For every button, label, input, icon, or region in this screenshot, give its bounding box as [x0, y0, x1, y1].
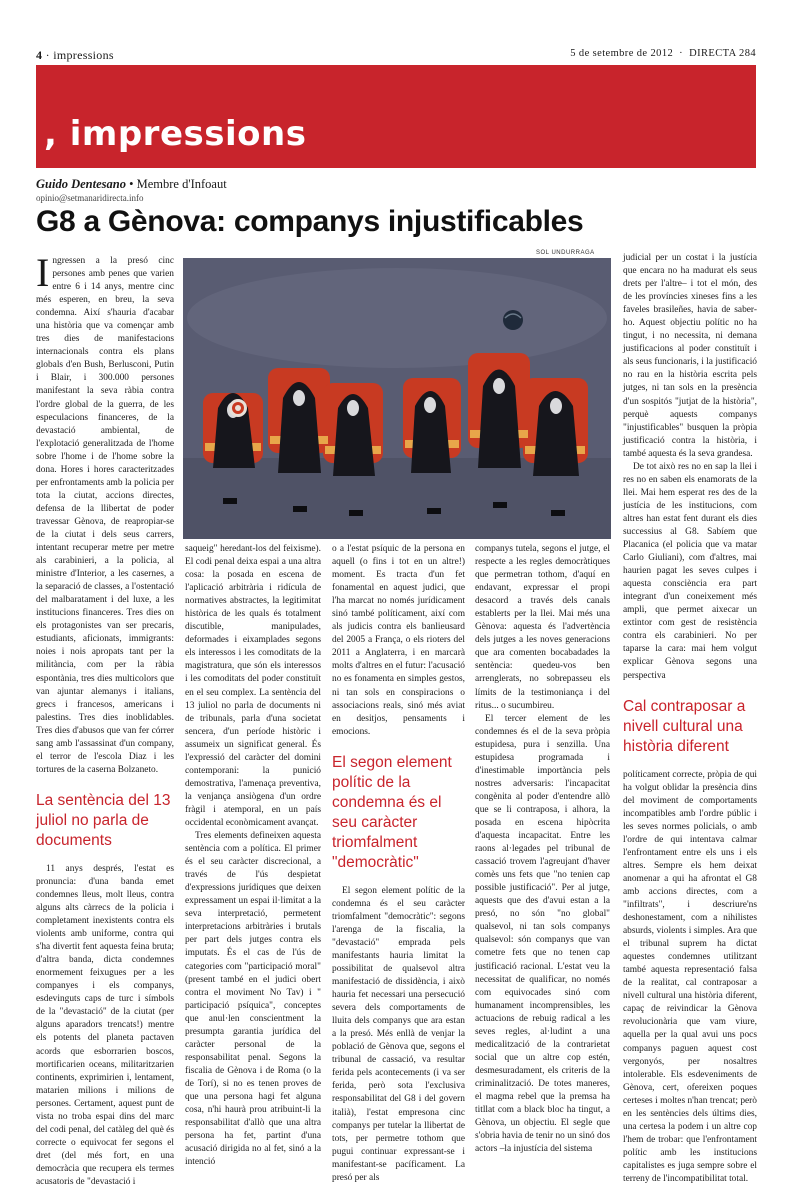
col1-paragraph-2: 11 anys després, l'estat es pronuncia: d'una banda emet condemnes lleus, molt lleus, contra alguns alts càrrecs de la policia i completament inexistents contra els violents amb uniforme, contra qui s'ha divertit fent aquesta feina bruta; d'altra banda, dicta condemnes enormement feixugues per a les companyes i els companys, esdevinguts caps de turc i símbols de la "devastació" de la ciutat (per alguns aparadors trencats!) mentre els potents del planeta pactaven acords que esborrarien boscos, mortificarien oceans, militaritzarien continents, exprimirien i, lentament, matarien milions i milions de persones. Certament, aquest punt de vista no troba espai dins del marc del codi penal, del catàleg del què és correcte o equivocat fer segons el dret (del més fort, en una democràcia que recupera els termes acusatoris de "devastació i	[36, 863, 174, 1187]
article-illustration	[183, 258, 611, 539]
header-separator: ·	[45, 48, 50, 62]
article-column-2	[185, 543, 321, 1169]
author-role: Membre d'Infoaut	[136, 177, 227, 191]
col5-paragraph-3: políticament correcte, pròpia de qui ha volgut oblidar la presència dins del moviment de comportaments incompatibles amb l'ordre públic i les seves normes policials, o amb l'ordre de qui intentava calmar l'enfrontament entre els uns i els altres. Sempre els hem deixat anomenar a qui ha afrontat el G8 amb accions directes, com a "infiltrats", i descriure'ns deshonestament, com a nihilistes absurds, violents i simples. Ara que el tribunal suprem ha dictat aquestes condemnes utilitzant també aquesta representació falsa de la realitat, cal contraposar a nivell cultural una història diferent, capaç de reivindicar la Gènova revolucionària que vam viure, aquella per la qual avui uns pocs companys paguen aquest cost vergonyós, per nosaltres intolerable. Els esdeveniments de Gènova, cert, ofereixen poques certeses i moltes n'han trencat; però en les sentències dels últims dies, una certesa la podem i un altre cop l'hem de trobar: que l'enfrontament polític amb les institucions capitalistes es juga sempre sobre el terreny de l'incompatibilitat total.	[623, 769, 757, 1184]
col3-paragraph-1: o a l'estat psíquic de la persona en aquell (o fins i tot en un altre!) moment. Es tracta d'un fet fonamental en aquest judici, que l'ha marcat no només jurídicament sinó també políticament, així com als judicis contra els banlieusard del 2005 a França, o els rioters del 2011 a Anglaterra, i en marcarà molts d'altres en el futur: l'acusació no es fonamenta en simples gestos, ni tan sols en conspiracions o associacions reals, sinó més aviat en desitjos, pensaments i emocions.	[332, 544, 465, 737]
article-headline: G8 a Gènova: companys injustificables	[36, 205, 584, 238]
page-header-right	[570, 48, 756, 59]
byline	[36, 177, 227, 192]
publication-issue: DIRECTA 284	[689, 48, 756, 59]
col5-paragraph-2: De tot això res no en sap la llei i res no en saben els enamorats de la llei. Mai hem esperat res des de la justícia de les institucions, com altres han estat fent durant els dies successius al G8. Sabíem que Placanica (el policia que va matar Carlo Giuliani), com d'altres, mai haurien pagat les seves culpes i aquesta consciència era part integrant d'un coneixement més ampli, que permet aixecar un extintor com gest de resistència contra els carabinieri. No per taparse la cara: mai hem volgut explicar Gènova segons una perspectiva	[623, 461, 757, 681]
byline-dot: •	[129, 177, 137, 191]
col2-paragraph-1: saqueig" heredant-los del feixisme). El codi penal deixa espai a una altra cosa: la posada en escena de l'aplicació arbitrària i ridícula de normatives abstractes, la legitimitat històrica de les quals és totalment discutible, manipulades, deformades i eixamplades segons els interessos i les comoditats de la magistratura, que són els interessos i les comoditats del poder constituït en el seu complex. La sentència del 13 juliol no parla de documents ni de tribunals, parla d'una societat sencera, d'un període històric i assumeix un significat general. És l'expressió del caràcter del domini contemporani: la punició demostrativa, l'amenaça preventiva, la venjança ansiògena d'un ordre fràgil i atemporal, en un país occidental econòmicament avançat.	[185, 544, 321, 828]
page-header-left	[36, 48, 114, 63]
author-name: Guido Dentesano	[36, 177, 126, 191]
col4-paragraph-1: companys tutela, segons el jutge, el respecte a les regles democràtiques que permetran tothom, d'aquí en endavant, expressar el propi desacord a través dels canals establerts per la llei. Mai més una Gènova: aquesta és l'advertència dels jutges a les noves generacions que ara comenten bocabadades la sentència: quedeu-vos ben arrenglerats, no sobrepasseu els límits de la testimoniança i del ritus... o sucumbireu.	[475, 544, 610, 711]
issue-date: 5 de setembre de 2012	[570, 48, 674, 59]
col4-paragraph-2: El tercer element de les condemnes és el de la seva pròpia estupidesa, pura i senzilla. Una estupidesa programada i d'inestimable importància pels nostres adversaris: l'incapacitat congènita al poder d'entendre allò que se li contraposa, i alhora, la posada en escena hipòcrita d'aquesta incapacitat. Entre les raons al·legades pel tribunal de cassació trovem l'agreujant d'haver comès uns fets que "no tenien cap possible justificació". Per al jutge, aquests que des d'avui estan a la presó, no són "no global" qualsevol, ni tan sols companys qualsevol: són companys que van cometre fets que no tenen cap justificació racional. L'estat veu la necessitat de qualificar, no només com equivocades sinó com humanament incomprensibles, les actuacions de rebuig radical a les seves regles, al·ludint a una medicalització de la contrarietat social que un altre cop estén, desmesuradament, els criteris de la criminalització. De totes maneres, el magma rebel que la premsa ha titllat com a black bloc ha tingut, a Gènova, un objectiu. El segle que s'obria havia de tenir no un sinó dos actors –la injustícia del sistema	[475, 713, 610, 1155]
illustration-credit: SOL UNDURRAGA	[536, 250, 595, 256]
header-dot: ·	[676, 48, 687, 59]
col5-paragraph-1: judicial per un costat i la justícia que encara no ha madurat els seus drets per l'altre– i tot el món, des de les províncies xineses fins a les faveles brasileñes, havia de saber-ho. Aquest objectiu polític no ha tingut, i no necessita, ni demana justificacions al poder constituït i als seus funcionaris, i la justificació no rau en la història escrita pels jutges, ni tan sols en la presència d'un sospitós "jutjat de la història", perquè aquests companys "injustificables" busquen la pròpia justificació contra la història, i també aquesta és la seva grandesa.	[623, 253, 757, 459]
col1-subheading: La sentència del 13 juliol no parla de documents	[36, 791, 171, 849]
article-column-5	[623, 252, 757, 1186]
author-email: opinio@setmanaridirecta.info	[36, 193, 144, 203]
section-banner-title: , impressions	[44, 114, 307, 154]
col2-paragraph-2: Tres elements defineixen aquesta sentència com a política. El primer és el seu caràcter discrecional, a través de l'ús despietat d'expressions jurídiques que deixen expressament un espai il·limitat a la seva interpretació, permetent interpretacions arbitràries i brutals per part dels jutges contra els imputats. És el cas de l'ús de categories com "participació moral" (present també en el judici obert contra el moviment No Tav) i " participació psíquica", conceptes que anul·len conscientment la presumpta garantia jurídica del caràcter personal de la responsabilitat penal. Segons la fiscalia de Gènova i de Roma (o la de Torí), si no es tenen proves de que una persona hagi fet alguna cosa, n'hi haurà prou atribuint-li la responsabilitat d'allò que una altra persona ha fet, partint d'una acusació dirigida no al fet, sinó a la intenció	[185, 831, 321, 1168]
header-section: impressions	[53, 48, 114, 62]
drop-cap: I	[36, 250, 50, 295]
illustration-figures	[183, 258, 611, 539]
col5-subheading: Cal contraposar a nivell cultural una història diferent	[623, 697, 746, 755]
article-column-4	[475, 543, 610, 1156]
col3-subheading: El segon element polític de la condemna és el seu caràcter triomfalment "democràtic"	[332, 753, 452, 871]
col3-paragraph-2: El segon element polític de la condemna és el seu caràcter triomfalment "democràtic": segons l'arenga de la fiscalia, la "devastació" emprada pels manifestants hauria limitat la possibilitat de qualsevol altra manifestació de dissidència, i això hauria fet necessari una persecució severa dels comportaments de lluita dels companys que ara estan a la presó. Més enllà de venjar la població de Gènova que, segons el tribunal de cassació, va resultar ferida pels acontecements (i va ser ferida, però sota l'exclusiva responsabilitat del G8 i del govern italià), l'estat empresona cinc companys per tutelar la llibertat de tots, per permetre tothom que pugui continuar expressant-se i manifestant-se pacíficament. La presó per als	[332, 885, 465, 1183]
article-column-3	[332, 543, 465, 1185]
section-banner	[36, 65, 756, 168]
article-column-1	[36, 250, 174, 1189]
page-number: 4	[36, 48, 43, 62]
col1-paragraph-1: Ingressen a la presó cinc persones amb penes que varien entre 6 i 14 anys, mentre cinc més esperen, en breu, la seva condemna. Així s'hauria d'acabar una història que va començar amb tres dies de manifestacions internacionals contra els plans globals d'en Bush, Berlusconi, Putin i Blair, i 300.000 persones manifestant la seva ràbia contra l'ordre global de la guerra, de les especulacions financeres, de la devastació ambiental, de l'explotació generalitzada de l'home sobre l'home i de l'home sobre la dona. Hores i hores caracteritzades per enfrontaments amb la policia per tota la ciutat, accions directes, defensa de la llibertat de poder travessar Gènova, de reapropiar-se de la ciutat i dels seus carrers, intentant recuperar metre per metre als carabinieri, a la policia, al ministre d'Interior, a les casernes, a la separació de classes, a l'ostentació del malbaratament i del luxe, a les institucions financeres. Tres dies on els protagonistes van ser precaris, estudiants, aficionats, immigrants: noies i nois apropats tant per la militància, com per la ràbia espontània, tres dies multicolors que van ajuntar alemanys i italians, grecs i francesos, americans i palestins. Tres dies inoblidables. Tres dies d'abusos que van fer córrer sang amb l'assassinat d'un company, el terror de l'escola Diaz i les tortures de la caserna Bolzaneto.	[36, 250, 174, 775]
